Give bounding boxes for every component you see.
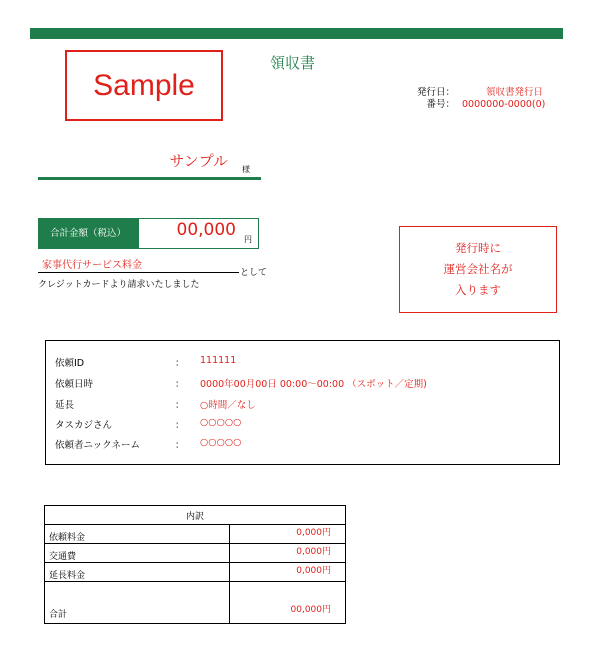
breakdown-header-row — [45, 506, 346, 525]
document-title: 領収書 — [270, 54, 316, 72]
issue-date-label: 発行日： — [416, 87, 455, 98]
table-row — [45, 525, 346, 544]
detail-row — [55, 417, 555, 431]
detail-value: ○○○○○ — [200, 417, 242, 428]
breakdown-value: 0,000円 — [230, 563, 346, 582]
payment-note: クレジットカードより請求いたしました — [38, 280, 200, 290]
company-notice-line: 運営会社名が — [443, 262, 513, 276]
issue-number-value: 0000000-0000(0) — [462, 99, 546, 110]
detail-colon: ： — [175, 440, 185, 451]
recipient-underline — [38, 177, 261, 180]
issue-number-label: 番号： — [426, 99, 455, 110]
table-row — [45, 563, 346, 582]
breakdown-label: 依頼料金 — [45, 525, 230, 544]
breakdown-label: 合計 — [45, 582, 230, 624]
detail-colon: ： — [175, 420, 185, 431]
detail-colon: ： — [175, 400, 185, 411]
header-bar — [30, 28, 563, 39]
issue-values — [462, 87, 572, 111]
detail-row — [55, 397, 555, 411]
company-notice-line: 入ります — [455, 283, 501, 297]
recipient-name: サンプル — [169, 152, 228, 170]
breakdown-value: 0,000円 — [230, 544, 346, 563]
breakdown-table — [44, 505, 346, 624]
detail-label: 延長 — [55, 400, 75, 411]
issue-date-value: 領収書発行日 — [486, 87, 544, 98]
issue-labels — [405, 87, 455, 111]
table-row — [45, 582, 346, 624]
recipient-suffix: 様 — [242, 165, 250, 174]
service-suffix: として — [240, 268, 268, 278]
detail-value: 0000年00月00日 00:00〜00:00 （スポット／定期) — [200, 379, 427, 390]
breakdown-value: 0,000円 — [230, 525, 346, 544]
breakdown-header: 内訳 — [45, 506, 346, 525]
company-notice-box — [399, 226, 557, 313]
service-name: 家事代行サービス料金 — [42, 260, 142, 271]
detail-colon: ： — [175, 379, 185, 390]
detail-row — [55, 355, 555, 369]
detail-label: 依頼者ニックネーム — [55, 440, 141, 451]
breakdown-label: 延長料金 — [45, 563, 230, 582]
breakdown-label: 交通費 — [45, 544, 230, 563]
service-underline — [38, 272, 239, 273]
detail-row — [55, 437, 555, 451]
breakdown-value: 00,000円 — [230, 582, 346, 624]
detail-row — [55, 376, 555, 390]
company-notice-line: 発行時に — [455, 241, 501, 255]
detail-value: 111111 — [200, 355, 237, 366]
detail-value: ○○○○○ — [200, 437, 242, 448]
total-amount-label: 合計金額（税込） — [38, 218, 139, 249]
total-amount-value: 00,000 — [176, 220, 236, 240]
detail-value: ○時間／なし — [200, 400, 256, 411]
detail-colon: ： — [175, 358, 185, 369]
detail-label: タスカジさん — [55, 420, 113, 431]
sample-stamp: Sample — [65, 50, 223, 121]
table-row — [45, 544, 346, 563]
total-amount-unit: 円 — [244, 235, 252, 244]
detail-label: 依頼日時 — [55, 379, 94, 390]
detail-label: 依頼ID — [55, 358, 85, 369]
